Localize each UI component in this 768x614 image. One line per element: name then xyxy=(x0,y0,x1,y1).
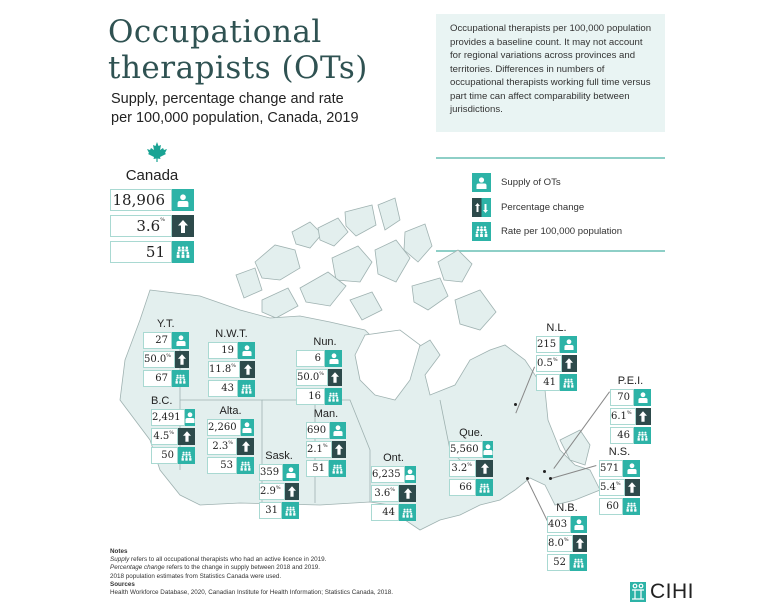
supply-value: 403 xyxy=(547,516,571,533)
up-arrow-icon xyxy=(573,535,587,552)
rate-value: 53 xyxy=(207,457,237,474)
change-value: 2.1 xyxy=(307,444,323,455)
change-value: 50.0 xyxy=(144,354,167,365)
province-label: Alta. xyxy=(219,405,242,417)
nl-marker xyxy=(514,403,517,406)
percent-sign: % xyxy=(552,357,558,363)
note-line: refers to all occupational therapists who had an active licence in 2019. xyxy=(129,556,327,564)
up-arrow-icon xyxy=(240,361,255,378)
up-arrow-icon xyxy=(328,369,342,386)
up-arrow-icon xyxy=(562,355,577,372)
province-label: Que. xyxy=(459,427,483,439)
up-arrow-icon xyxy=(175,351,189,368)
up-arrow-icon xyxy=(476,460,493,477)
note-term: Percentage change xyxy=(110,564,165,572)
canada-label: Canada xyxy=(125,167,179,184)
up-arrow-icon xyxy=(636,408,651,425)
province-label: Y.T. xyxy=(157,318,175,330)
pei-marker xyxy=(543,470,546,473)
change-value: 50.0 xyxy=(297,372,320,383)
group-icon xyxy=(172,370,189,387)
rate-value: 66 xyxy=(449,479,476,496)
province-label: Man. xyxy=(313,408,339,420)
rate-value: 46 xyxy=(610,427,634,444)
rate-value: 51 xyxy=(306,460,329,477)
percent-sign: % xyxy=(319,371,325,377)
province-card-nl xyxy=(536,322,577,393)
rate-value: 60 xyxy=(599,498,623,515)
person-icon xyxy=(571,516,587,533)
province-label: Nun. xyxy=(313,336,337,348)
group-icon xyxy=(634,427,651,444)
legend-label: Rate per 100,000 population xyxy=(501,226,623,237)
nb-marker xyxy=(526,477,529,480)
supply-value: 359 xyxy=(259,464,283,481)
supply-value: 19 xyxy=(208,342,238,359)
change-value: 11.8 xyxy=(209,364,232,375)
person-icon xyxy=(325,350,342,367)
rate-value: 50 xyxy=(151,447,178,464)
ns-marker xyxy=(549,477,552,480)
province-label: Ont. xyxy=(383,452,404,464)
province-label: P.E.I. xyxy=(617,375,644,387)
supply-value: 6,235 xyxy=(371,466,405,483)
province-label: N.B. xyxy=(556,502,578,514)
legend-label: Supply of OTs xyxy=(501,177,561,188)
sources-heading: Sources xyxy=(110,580,135,588)
supply-value: 18,906 xyxy=(110,189,172,211)
subtitle-line-2: per 100,000 population, Canada, 2019 xyxy=(111,110,359,126)
change-value: 3.2 xyxy=(451,463,468,474)
change-value: 6.1 xyxy=(611,411,627,422)
change-value: 8.0 xyxy=(548,538,564,549)
person-icon xyxy=(330,422,346,439)
province-label: B.C. xyxy=(151,395,173,407)
group-icon xyxy=(172,241,194,263)
province-card-bc xyxy=(151,395,195,466)
supply-value: 70 xyxy=(610,389,634,406)
rate-value: 52 xyxy=(547,554,570,571)
change-value: 4.5 xyxy=(153,431,170,442)
group-icon xyxy=(325,388,342,405)
province-label: N.S. xyxy=(608,446,631,458)
province-card-pei xyxy=(610,375,651,446)
canada-supply xyxy=(110,189,194,211)
group-icon xyxy=(238,380,255,397)
change-value: 0.5 xyxy=(537,358,553,369)
note-line: 2018 population estimates from Statistics Canada were used. xyxy=(110,572,282,580)
percent-sign: % xyxy=(390,487,395,493)
province-card-ns xyxy=(599,446,640,517)
supply-value: 27 xyxy=(143,332,172,349)
supply-value: 571 xyxy=(599,460,623,477)
percent-sign: % xyxy=(563,537,569,543)
up-arrow-icon xyxy=(625,479,640,496)
percent-sign: % xyxy=(615,481,621,487)
up-arrow-icon xyxy=(332,441,346,458)
person-icon xyxy=(560,336,577,353)
supply-value: 215 xyxy=(536,336,560,353)
group-icon xyxy=(476,479,493,496)
person-icon xyxy=(172,189,194,211)
person-icon xyxy=(238,342,255,359)
province-card-que xyxy=(449,427,493,498)
group-icon xyxy=(623,498,640,515)
title-line-1: Occupational xyxy=(108,14,322,50)
notes-heading: Notes xyxy=(110,548,128,555)
province-card-alta xyxy=(207,405,254,476)
supply-value: 6 xyxy=(296,350,325,367)
person-icon xyxy=(283,464,299,481)
province-card-man xyxy=(306,408,346,479)
province-card-nwt xyxy=(208,328,255,399)
rate-value: 31 xyxy=(259,502,282,519)
supply-value: 2,260 xyxy=(207,419,241,436)
percent-sign: % xyxy=(275,485,281,491)
rate-value: 44 xyxy=(371,504,399,521)
group-icon xyxy=(399,504,416,521)
group-icon xyxy=(178,447,195,464)
percent-sign: % xyxy=(322,443,328,449)
group-icon xyxy=(237,457,254,474)
supply-value: 2,491 xyxy=(151,409,185,426)
rate-value: 41 xyxy=(536,374,560,391)
rate-value: 51 xyxy=(110,241,172,263)
note-text: Occupational therapists per 100,000 population provides a baseline count. It may not account for regional variations across provinces and territories. Differences in numbers of occupational therapists working full time versus part time can affect comparability between jurisdictions. xyxy=(450,23,652,115)
maple-leaf-icon xyxy=(120,142,194,165)
rate-value: 16 xyxy=(296,388,325,405)
up-arrow-icon xyxy=(285,483,299,500)
cihi-logo-text: CIHI xyxy=(650,580,694,603)
change-value: 5.4 xyxy=(600,482,616,493)
up-arrow-icon xyxy=(172,215,194,237)
province-card-sask xyxy=(259,450,299,521)
legend-label: Percentage change xyxy=(501,202,585,213)
person-icon xyxy=(185,409,195,426)
title-line-2: therapists (OTs) xyxy=(108,50,368,86)
person-icon xyxy=(634,389,651,406)
province-label: N.W.T. xyxy=(215,328,248,340)
person-icon xyxy=(172,332,189,349)
province-card-nb xyxy=(547,502,587,573)
group-icon xyxy=(570,554,587,571)
group-icon xyxy=(329,460,346,477)
cihi-logo xyxy=(630,580,694,604)
group-icon xyxy=(282,502,299,519)
province-label: N.L. xyxy=(546,322,567,334)
person-icon xyxy=(483,441,493,458)
sources-text: Health Workforce Database, 2020, Canadian Institute for Health Information; Statistics Canada, 2018. xyxy=(110,589,394,597)
percent-sign: % xyxy=(626,410,632,416)
province-label: Sask. xyxy=(265,450,293,462)
up-arrow-icon xyxy=(237,438,254,455)
canada-summary xyxy=(110,142,194,267)
change-value: 2.3 xyxy=(212,441,229,452)
person-icon xyxy=(405,466,416,483)
supply-value: 5,560 xyxy=(449,441,483,458)
cihi-logo-icon xyxy=(630,582,646,602)
percent-sign: % xyxy=(467,462,472,468)
change-value: 2.9 xyxy=(260,486,276,497)
percent-sign: % xyxy=(166,353,172,359)
person-icon xyxy=(623,460,640,477)
province-card-yt xyxy=(143,318,189,389)
group-icon xyxy=(560,374,577,391)
rate-value: 67 xyxy=(143,370,172,387)
rate-value: 43 xyxy=(208,380,238,397)
canada-rate xyxy=(110,241,194,263)
percent-sign: % xyxy=(231,363,237,369)
province-card-ont xyxy=(371,452,416,523)
change-value: 3.6 xyxy=(136,217,161,235)
up-arrow-icon xyxy=(399,485,416,502)
canada-change xyxy=(110,215,194,237)
note-line: refers to the change in supply between 2018 and 2019. xyxy=(164,564,321,572)
percent-sign: % xyxy=(169,430,174,436)
note-term: Supply xyxy=(110,556,130,564)
supply-value: 690 xyxy=(306,422,330,439)
notes-section xyxy=(110,548,393,597)
province-card-nun xyxy=(296,336,342,407)
percent-sign: % xyxy=(160,217,165,223)
up-arrow-icon xyxy=(178,428,195,445)
person-icon xyxy=(241,419,254,436)
subtitle-line-1: Supply, percentage change and rate xyxy=(111,91,344,107)
percent-sign: % xyxy=(228,440,233,446)
change-value: 3.6 xyxy=(374,488,391,499)
